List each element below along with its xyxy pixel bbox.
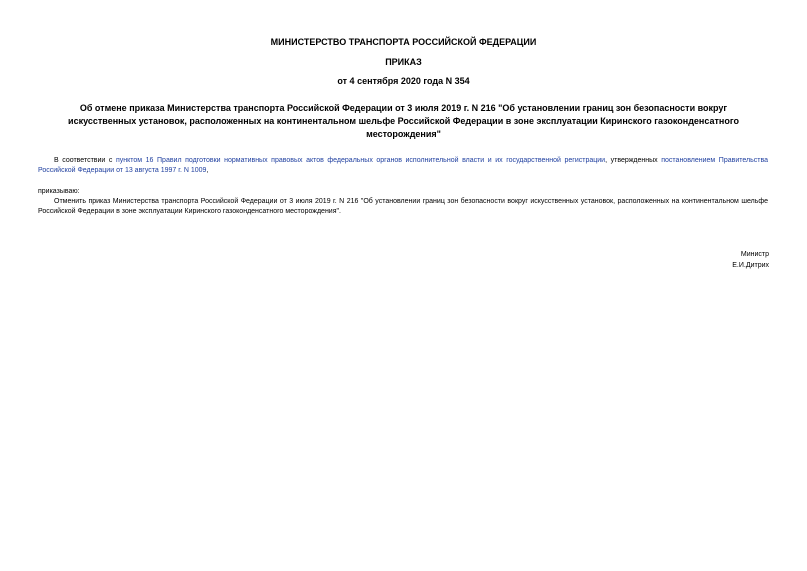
preamble-prefix: В соответствии с (54, 157, 116, 164)
order-word: приказываю: (38, 188, 80, 195)
document-type: ПРИКАЗ (385, 57, 422, 67)
ministry-heading: МИНИСТЕРСТВО ТРАНСПОРТА РОССИЙСКОЙ ФЕДЕРАЦИИ (270, 37, 537, 47)
signatory-position: Министр (740, 251, 769, 258)
document-date-number: от 4 сентября 2020 года N 354 (337, 76, 470, 86)
order-text: Отменить приказ Министерства транспорта Российской Федерации от 3 июля 2019 г. N 216 "Об установлении границ зон безопасности вокруг искусственных установок, расположенных на континентальном шельфе Российской Федерации в зоне эксплуатации Киринского газоконденсатного месторождения". (38, 198, 768, 215)
rules-point-16-link[interactable]: пунктом 16 Правил подготовки нормативных правовых актов федеральных органов исполнительной власти и их государственной регистрации (115, 157, 606, 164)
preamble-paragraph (38, 156, 768, 176)
government-decree-link[interactable]: постановлением Правительства Российской Федерации от 13 августа 1997 г. N 1009 (38, 157, 768, 174)
signatory-name: Е.И.Дитрих (732, 262, 769, 269)
preamble-middle: , утвержденных (605, 157, 662, 164)
document-title: Об отмене приказа Министерства транспорта Российской Федерации от 3 июля 2019 г. N 216 "Об установлении границ зон безопасности вокруг искусственных установок, расположенных на континентальном шельфе Российской Федерации в зоне эксплуатации Киринского газоконденсатного месторождения" (68, 103, 739, 139)
preamble-suffix: , (206, 167, 209, 174)
